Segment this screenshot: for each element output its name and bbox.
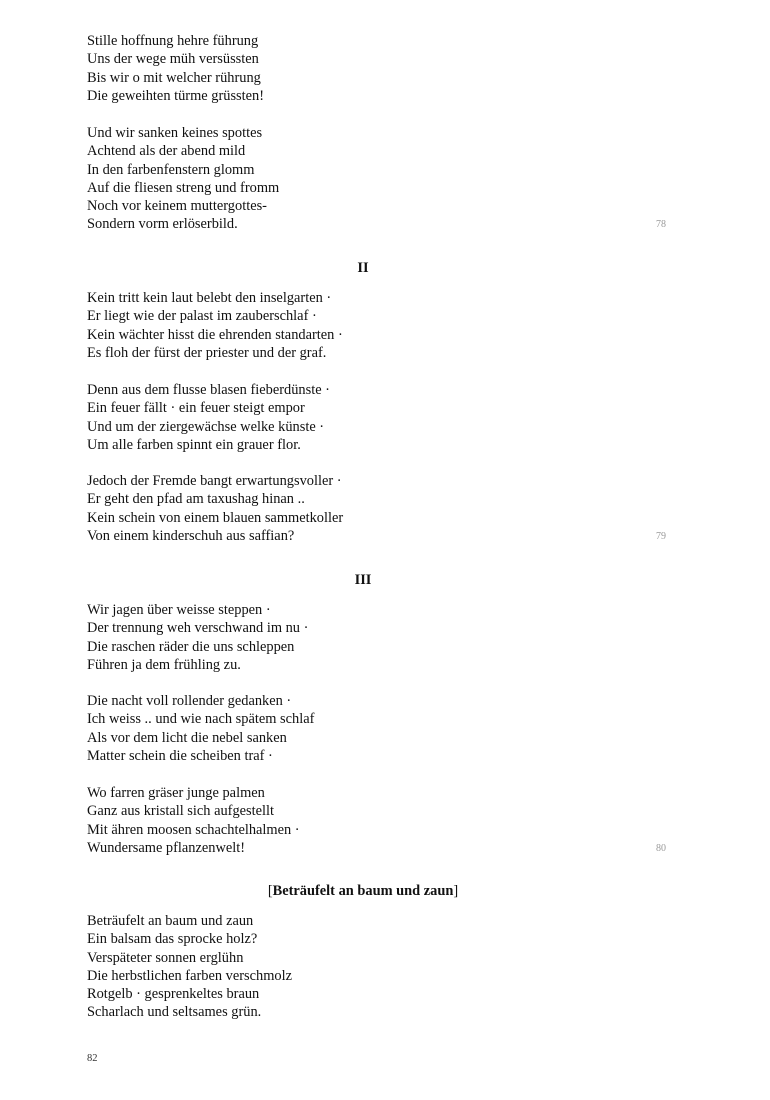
verse-line: Auf die fliesen streng und fromm xyxy=(87,179,280,196)
stanza xyxy=(87,472,647,545)
verse-line: Führen ja dem frühling zu. xyxy=(87,656,241,673)
verse-line: Ich weiss .. und wie nach spätem schlaf xyxy=(87,711,315,728)
marginal-number: 78 xyxy=(656,219,666,230)
marginal-number: 80 xyxy=(656,843,666,854)
verse-line: Uns der wege müh versüssten xyxy=(87,51,259,68)
verse-line: Matter schein die scheiben traf · xyxy=(87,747,273,764)
verse-line: Er liegt wie der palast im zauberschlaf · xyxy=(87,308,317,325)
poem-title-text: Beträufelt an baum und zaun xyxy=(272,883,454,899)
verse-line: Die geweihten türme grüssten! xyxy=(87,87,265,104)
verse-line: Beträufelt an baum und zaun xyxy=(87,913,254,929)
verse-line: Scharlach und seltsames grün. xyxy=(87,1004,262,1021)
page-number: 82 xyxy=(87,1053,98,1064)
verse-line: Achtend als der abend mild xyxy=(87,143,246,160)
verse-line: Von einem kinderschuh aus saffian? xyxy=(87,527,295,544)
verse-line: Ein balsam das sprocke holz? xyxy=(87,931,258,948)
verse-line: Rotgelb · gesprenkeltes braun xyxy=(87,986,260,1003)
verse-line: Als vor dem licht die nebel sanken xyxy=(87,729,287,746)
verse-line: Denn aus dem flusse blasen fieberdünste · xyxy=(87,382,330,398)
verse-line: Der trennung weh verschwand im nu · xyxy=(87,620,309,637)
marginal-number: 79 xyxy=(656,531,666,542)
verse-line: Wir jagen über weisse steppen · xyxy=(87,602,271,618)
stanza xyxy=(87,912,647,1022)
verse-line: Kein tritt kein laut belebt den inselgarten · xyxy=(87,290,332,306)
title-open-bracket: [ xyxy=(267,883,273,899)
stanza xyxy=(87,601,647,674)
verse-line: Jedoch der Fremde bangt erwartungsvoller · xyxy=(87,473,342,489)
stanza xyxy=(87,289,647,362)
verse-line: Ganz aus kristall sich aufgestellt xyxy=(87,803,275,820)
stanza xyxy=(87,381,647,454)
verse-line: Mit ähren moosen schachtelhalmen · xyxy=(87,821,300,838)
verse-line: Ein feuer fällt · ein feuer steigt empor xyxy=(87,400,305,417)
section-heading: III xyxy=(354,572,372,588)
verse-line: Die nacht voll rollender gedanken · xyxy=(87,693,292,709)
section-heading: II xyxy=(357,260,369,276)
title-close-bracket: ] xyxy=(453,883,459,899)
verse-line: Noch vor keinem muttergottes- xyxy=(87,198,267,215)
verse-line: In den farbenfenstern glomm xyxy=(87,161,255,178)
poem-title xyxy=(87,881,639,901)
verse-line: Kein schein von einem blauen sammetkoller xyxy=(87,509,344,526)
stanza xyxy=(87,692,647,765)
verse-line: Sondern vorm erlöserbild. xyxy=(87,216,238,233)
verse-line: Kein wächter hisst die ehrenden standarten · xyxy=(87,326,343,343)
verse-line: Und um der ziergewächse welke künste · xyxy=(87,418,325,435)
verse-line: Bis wir o mit welcher rührung xyxy=(87,69,261,86)
verse-line: Um alle farben spinnt ein grauer flor. xyxy=(87,436,301,453)
stanza xyxy=(87,124,647,234)
verse-line: Verspäteter sonnen erglühn xyxy=(87,949,244,966)
verse-line: Die raschen räder die uns schleppen xyxy=(87,638,295,655)
verse-line: Wo farren gräser junge palmen xyxy=(87,785,265,801)
verse-line: Er geht den pfad am taxushag hinan .. xyxy=(87,491,305,508)
verse-line: Es floh der fürst der priester und der graf. xyxy=(87,344,327,361)
verse-line: Wundersame pflanzenwelt! xyxy=(87,839,246,856)
verse-line: Stille hoffnung hehre führung xyxy=(87,33,259,49)
verse-line: Und wir sanken keines spottes xyxy=(87,125,263,141)
stanza xyxy=(87,784,647,857)
verse-line: Die herbstlichen farben verschmolz xyxy=(87,967,292,984)
stanza xyxy=(87,32,647,105)
